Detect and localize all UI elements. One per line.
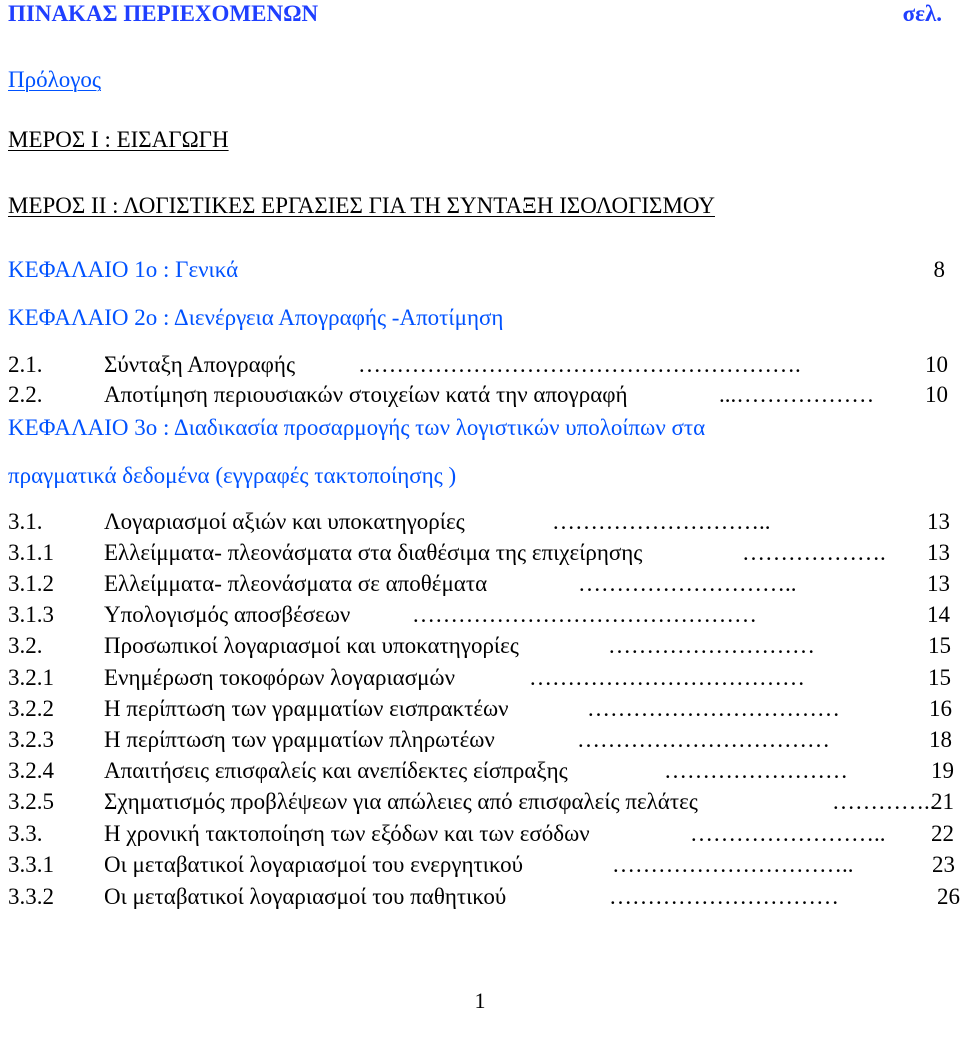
toc-row-page: 26 <box>937 884 960 909</box>
toc-row-dots: ………………………….. <box>612 852 854 877</box>
toc-row-title[interactable]: Οι μεταβατικοί λογαριασμοί του ενεργητικού <box>104 852 523 877</box>
toc-row-number: 3.2.4 <box>8 758 54 783</box>
page-column-label: σελ. <box>902 1 942 26</box>
toc-row-dots: ………….. <box>832 789 936 814</box>
toc-row-page: 18 <box>929 727 952 752</box>
toc-row-number: 3.1. <box>8 509 43 534</box>
toc-row-number: 3.2.1 <box>8 665 54 690</box>
toc-row-page: 10 <box>925 382 948 407</box>
toc-row-number: 3.2.5 <box>8 789 54 814</box>
section-part2-link[interactable]: ΜΕΡΟΣ ΙΙ : ΛΟΓΙΣΤΙΚΕΣ ΕΡΓΑΣΙΕΣ ΓΙΑ ΤΗ ΣΥΝΤΑΞΗ ΙΣΟΛΟΓΙΣΜΟΥ <box>8 193 715 218</box>
toc-row-dots: …………………………… <box>577 727 830 752</box>
chapter-1-page: 8 <box>933 257 945 282</box>
toc-row-dots: …………………….. <box>690 821 886 846</box>
toc-row-title[interactable]: Σχηματισμός προβλέψεων για απώλειες από επισφαλείς πελάτες <box>104 789 698 814</box>
page-number: 1 <box>474 988 486 1013</box>
toc-row-number: 2.1. <box>8 352 43 377</box>
toc-row-title[interactable]: Απαιτήσεις επισφαλείς και ανεπίδεκτες είσπραξης <box>104 758 568 783</box>
toc-row-dots: ……………………….. <box>578 571 797 596</box>
toc-row-title[interactable]: Η χρονική τακτοποίηση των εξόδων και των εσόδων <box>104 821 590 846</box>
toc-row-number: 2.2. <box>8 382 43 407</box>
toc-row-title[interactable]: Προσωπικοί λογαριασμοί και υποκατηγορίες <box>104 633 519 658</box>
toc-row-dots: ……………………… <box>608 633 815 658</box>
toc-row-page: 16 <box>929 696 952 721</box>
toc-row-dots: …………………………………………………. <box>358 352 801 377</box>
toc-row-title[interactable]: Λογαριασμοί αξιών και υποκατηγορίες <box>104 509 465 534</box>
chapter-1-title[interactable]: ΚΕΦΑΛΑΙΟ 1ο : Γενικά <box>8 257 239 282</box>
toc-row-number: 3.2.2 <box>8 696 54 721</box>
chapter-3-title-line2[interactable]: πραγματικά δεδομένα (εγγραφές τακτοποίησης ) <box>8 463 457 488</box>
toc-row-dots: ……………………………………… <box>412 602 757 627</box>
toc-row-number: 3.1.1 <box>8 540 54 565</box>
toc-row-number: 3.3.2 <box>8 884 54 909</box>
toc-row-page: 14 <box>927 602 950 627</box>
toc-row-title[interactable]: Ελλείμματα- πλεονάσματα σε αποθέματα <box>104 571 488 596</box>
toc-row-number: 3.1.2 <box>8 571 54 596</box>
toc-row-title[interactable]: Οι μεταβατικοί λογαριασμοί του παθητικού <box>104 884 507 909</box>
chapter-3-title-line1[interactable]: ΚΕΦΑΛΑΙΟ 3ο : Διαδικασία προσαρμογής των λογιστικών υπολοίπων στα <box>8 415 706 440</box>
toc-row-dots: ………………………… <box>609 884 839 909</box>
toc-row-dots: ...……………… <box>719 382 875 407</box>
toc-row-title[interactable]: Ενημέρωση τοκοφόρων λογαριασμών <box>104 665 455 690</box>
toc-row-dots: ……………………………… <box>529 665 805 690</box>
toc-row-dots: …………………… <box>664 758 848 783</box>
toc-row-number: 3.3.1 <box>8 852 54 877</box>
toc-row-dots: ……………………….. <box>552 509 771 534</box>
toc-row-title[interactable]: Σύνταξη Απογραφής <box>104 352 296 377</box>
chapter-2-title[interactable]: ΚΕΦΑΛΑΙΟ 2ο : Διενέργεια Απογραφής -Αποτίμηση <box>8 305 504 330</box>
toc-row-page: 15 <box>928 665 951 690</box>
toc-row-number: 3.2.3 <box>8 727 54 752</box>
toc-row-page: 22 <box>931 821 954 846</box>
toc-row-page: 19 <box>931 758 954 783</box>
toc-title: ΠΙΝΑΚΑΣ ΠΕΡΙΕΧΟΜΕΝΩΝ <box>8 1 319 26</box>
section-prologue-link[interactable]: Πρόλογος <box>8 67 102 92</box>
toc-row-page: 23 <box>932 852 955 877</box>
toc-row-page: 13 <box>927 509 950 534</box>
toc-row-page: 13 <box>927 571 950 596</box>
toc-row-page: 10 <box>925 352 948 377</box>
toc-row-title[interactable]: Η περίπτωση των γραμματίων εισπρακτέων <box>104 696 509 721</box>
toc-row-3-3-2[interactable] <box>0 883 960 1051</box>
toc-row-page: 13 <box>927 540 950 565</box>
toc-row-title[interactable]: Ελλείμματα- πλεονάσματα στα διαθέσιμα της επιχείρησης <box>104 540 643 565</box>
toc-row-number: 3.3. <box>8 821 43 846</box>
toc-row-title[interactable]: Αποτίμηση περιουσιακών στοιχείων κατά την απογραφή <box>104 382 628 407</box>
toc-row-number: 3.1.3 <box>8 602 54 627</box>
toc-row-page: 15 <box>928 633 951 658</box>
toc-row-dots: ………………. <box>742 540 886 565</box>
section-part1-link[interactable]: ΜΕΡΟΣ Ι : ΕΙΣΑΓΩΓΗ <box>8 127 229 152</box>
toc-row-title[interactable]: Υπολογισμός αποσβέσεων <box>104 602 351 627</box>
toc-row-number: 3.2. <box>8 633 43 658</box>
toc-row-dots: …………………………… <box>587 696 840 721</box>
toc-row-title[interactable]: Η περίπτωση των γραμματίων πληρωτέων <box>104 727 495 752</box>
toc-row-page: 21 <box>931 789 954 814</box>
